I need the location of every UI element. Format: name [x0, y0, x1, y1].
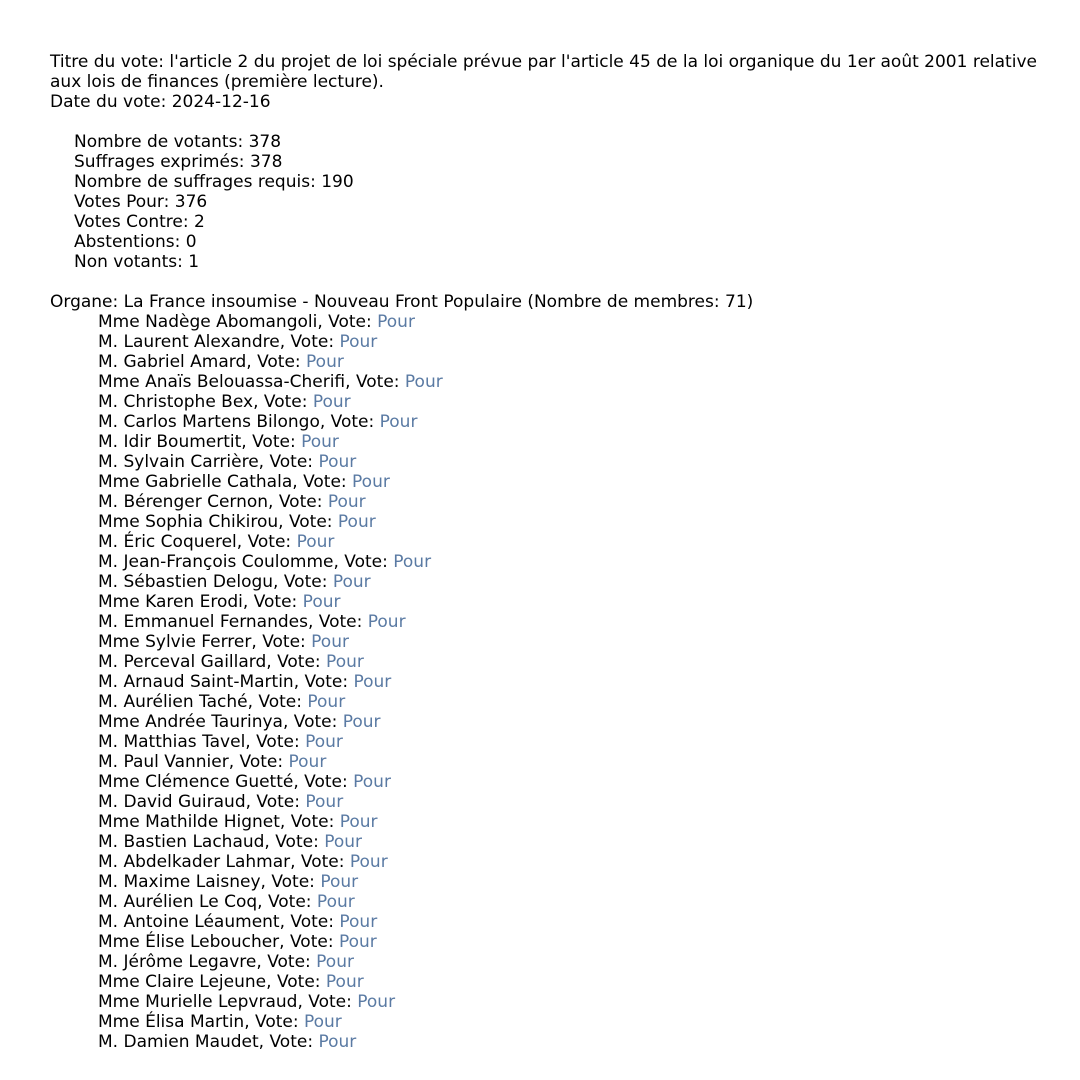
member-vote-link[interactable]: Pour	[339, 812, 378, 832]
member-row	[98, 372, 1060, 392]
member-name: M. Sylvain Carrière,	[98, 452, 265, 472]
member-vote-link[interactable]: Pour	[302, 592, 341, 612]
member-row	[98, 832, 1060, 852]
vote-label: Vote:	[269, 452, 314, 472]
vote-label: Vote:	[252, 432, 296, 452]
member-row	[98, 632, 1060, 652]
member-vote-link[interactable]: Pour	[377, 312, 415, 332]
member-vote-link[interactable]: Pour	[301, 432, 339, 452]
organe-label: Organe:	[50, 292, 119, 312]
member-name: Mme Gabrielle Cathala,	[98, 472, 298, 492]
stat-value: 0	[185, 232, 197, 252]
spacer	[50, 272, 1060, 292]
vote-label: Vote:	[330, 412, 375, 432]
member-row	[98, 932, 1060, 952]
stat-row	[74, 152, 1060, 172]
organe-name: La France insoumise - Nouveau Front Populaire	[123, 292, 522, 312]
member-vote-link[interactable]: Pour	[337, 512, 376, 532]
vote-label: Vote:	[258, 692, 302, 712]
vote-label: Vote:	[308, 992, 352, 1012]
stat-label: Abstentions:	[74, 232, 181, 252]
member-vote-link[interactable]: Pour	[338, 932, 377, 952]
member-name: M. Jérôme Legavre,	[98, 952, 262, 972]
vote-label: Vote:	[267, 892, 312, 912]
member-name: M. Damien Maudet,	[98, 1032, 265, 1052]
vote-label: Vote:	[304, 672, 349, 692]
member-row	[98, 692, 1060, 712]
stat-label: Votes Contre:	[74, 212, 189, 232]
stat-value: 378	[248, 132, 282, 152]
member-vote-link[interactable]: Pour	[352, 472, 390, 492]
member-name: Mme Clémence Guetté,	[98, 772, 299, 792]
member-name: M. Matthias Tavel,	[98, 732, 251, 752]
stat-row	[74, 252, 1060, 272]
member-vote-link[interactable]: Pour	[307, 692, 346, 712]
vote-label: Vote:	[344, 552, 388, 572]
member-row	[98, 892, 1060, 912]
vote-date	[50, 92, 1060, 112]
member-name: M. Idir Boumertit,	[98, 432, 247, 452]
vote-label: Vote:	[239, 752, 284, 772]
vote-label: Vote:	[278, 492, 323, 512]
member-vote-link[interactable]: Pour	[326, 652, 364, 672]
member-row	[98, 752, 1060, 772]
member-row	[98, 712, 1060, 732]
organe-members-count: 71)	[725, 292, 754, 312]
member-vote-link[interactable]: Pour	[316, 952, 354, 972]
member-vote-link[interactable]: Pour	[303, 1012, 342, 1032]
stat-label: Votes Pour:	[74, 192, 170, 212]
spacer	[50, 112, 1060, 132]
member-row	[98, 452, 1060, 472]
vote-label: Vote:	[255, 1012, 299, 1032]
member-name: Mme Karen Erodi,	[98, 592, 249, 612]
member-row	[98, 532, 1060, 552]
member-name: Mme Nadège Abomangoli,	[98, 312, 323, 332]
vote-label: Vote:	[253, 592, 298, 612]
stat-label: Non votants:	[74, 252, 183, 272]
vote-title	[50, 52, 1060, 92]
member-row	[98, 812, 1060, 832]
member-vote-link[interactable]: Pour	[339, 912, 378, 932]
member-vote-link[interactable]: Pour	[311, 632, 349, 652]
member-row	[98, 492, 1060, 512]
stat-value: 378	[249, 152, 283, 172]
vote-label: Vote:	[290, 912, 334, 932]
member-row	[98, 412, 1060, 432]
stat-value: 2	[194, 212, 205, 232]
vote-label: Vote:	[277, 652, 321, 672]
member-row	[98, 352, 1060, 372]
stat-label: Suffrages exprimés:	[74, 152, 245, 172]
member-name: M. Laurent Alexandre,	[98, 332, 286, 352]
member-vote-link[interactable]: Pour	[353, 672, 392, 692]
member-row	[98, 552, 1060, 572]
member-row	[98, 392, 1060, 412]
vote-document	[50, 52, 1060, 1052]
vote-title-label: Titre du vote:	[50, 52, 165, 72]
member-name: Mme Élisa Martin,	[98, 1012, 250, 1032]
member-name: Mme Sophia Chikirou,	[98, 512, 284, 532]
member-vote-link[interactable]: Pour	[367, 612, 406, 632]
member-vote-link[interactable]: Pour	[296, 532, 335, 552]
member-name: Mme Sylvie Ferrer,	[98, 632, 257, 652]
organe-members-label: (Nombre de membres:	[527, 292, 720, 312]
member-row	[98, 772, 1060, 792]
vote-label: Vote:	[256, 792, 300, 812]
vote-label: Vote:	[256, 732, 300, 752]
organe-header	[50, 292, 1060, 312]
member-name: M. Antoine Léaument,	[98, 912, 285, 932]
vote-stats	[50, 132, 1060, 272]
member-vote-link[interactable]: Pour	[305, 792, 344, 812]
member-vote-link[interactable]: Pour	[404, 372, 443, 392]
member-vote-link[interactable]: Pour	[318, 1032, 357, 1052]
stat-value: 1	[188, 252, 200, 272]
vote-label: Vote:	[275, 832, 319, 852]
member-row	[98, 332, 1060, 352]
member-name: Mme Murielle Lepvraud,	[98, 992, 303, 1012]
stat-row	[74, 172, 1060, 192]
member-row	[98, 852, 1060, 872]
vote-label: Vote:	[304, 772, 348, 792]
vote-label: Vote:	[283, 572, 328, 592]
member-row	[98, 472, 1060, 492]
members-list	[50, 312, 1060, 1052]
member-vote-link[interactable]: Pour	[332, 572, 371, 592]
vote-label: Vote:	[318, 612, 363, 632]
member-row	[98, 512, 1060, 532]
vote-label: Vote:	[267, 952, 311, 972]
member-name: M. Paul Vannier,	[98, 752, 235, 772]
member-vote-link[interactable]: Pour	[342, 712, 381, 732]
member-vote-link[interactable]: Pour	[379, 412, 418, 432]
member-vote-link[interactable]: Pour	[288, 752, 327, 772]
member-name: M. Éric Coquerel,	[98, 532, 243, 552]
member-name: Mme Andrée Taurinya,	[98, 712, 289, 732]
member-row	[98, 312, 1060, 332]
member-row	[98, 572, 1060, 592]
member-vote-link[interactable]: Pour	[353, 772, 391, 792]
member-row	[98, 952, 1060, 972]
member-name: M. Aurélien Taché,	[98, 692, 254, 712]
member-vote-link[interactable]: Pour	[312, 392, 351, 412]
member-vote-link[interactable]: Pour	[320, 872, 359, 892]
vote-date-value: 2024-12-16	[171, 92, 271, 112]
stat-value: 376	[174, 192, 208, 212]
member-row	[98, 872, 1060, 892]
member-vote-link[interactable]: Pour	[357, 992, 396, 1012]
member-name: M. Bastien Lachaud,	[98, 832, 270, 852]
member-vote-link[interactable]: Pour	[325, 972, 364, 992]
vote-label: Vote:	[328, 312, 372, 332]
stat-label: Nombre de votants:	[74, 132, 244, 152]
stat-row	[74, 232, 1060, 252]
member-vote-link[interactable]: Pour	[306, 352, 344, 372]
stat-row	[74, 192, 1060, 212]
member-name: Mme Mathilde Hignet,	[98, 812, 286, 832]
member-vote-link[interactable]: Pour	[305, 732, 343, 752]
vote-label: Vote:	[257, 352, 301, 372]
vote-label: Vote:	[288, 512, 333, 532]
member-name: Mme Élise Leboucher,	[98, 932, 285, 952]
vote-label: Vote:	[276, 972, 321, 992]
vote-label: Vote:	[303, 472, 347, 492]
member-name: M. Sébastien Delogu,	[98, 572, 279, 592]
member-vote-link[interactable]: Pour	[324, 832, 363, 852]
vote-label: Vote:	[269, 1032, 314, 1052]
vote-label: Vote:	[262, 632, 306, 652]
stat-row	[74, 212, 1060, 232]
member-name: M. Emmanuel Fernandes,	[98, 612, 314, 632]
member-name: M. Perceval Gaillard,	[98, 652, 272, 672]
member-row	[98, 592, 1060, 612]
member-row	[98, 432, 1060, 452]
member-row	[98, 612, 1060, 632]
member-vote-link[interactable]: Pour	[316, 892, 355, 912]
member-row	[98, 792, 1060, 812]
member-row	[98, 992, 1060, 1012]
member-name: M. Maxime Laisney,	[98, 872, 266, 892]
vote-label: Vote:	[300, 852, 345, 872]
member-row	[98, 672, 1060, 692]
vote-label: Vote:	[290, 332, 335, 352]
vote-title-text: l'article 2 du projet de loi spéciale prévue par l'article 45 de la loi organique du 1er août 2001 relative aux lois de finances (première lecture).	[50, 52, 1037, 92]
vote-label: Vote:	[263, 392, 308, 412]
member-name: M. Christophe Bex,	[98, 392, 259, 412]
vote-date-label: Date du vote:	[50, 92, 167, 112]
member-name: Mme Anaïs Belouassa-Cherifi,	[98, 372, 351, 392]
vote-label: Vote:	[290, 812, 335, 832]
member-vote-link[interactable]: Pour	[339, 332, 378, 352]
member-name: M. David Guiraud,	[98, 792, 252, 812]
vote-label: Vote:	[271, 872, 315, 892]
vote-label: Vote:	[247, 532, 292, 552]
vote-label: Vote:	[289, 932, 334, 952]
stat-row	[74, 132, 1060, 152]
stat-label: Nombre de suffrages requis:	[74, 172, 316, 192]
member-name: M. Bérenger Cernon,	[98, 492, 274, 512]
vote-label: Vote:	[355, 372, 400, 392]
member-row	[98, 1012, 1060, 1032]
member-row	[98, 732, 1060, 752]
member-row	[98, 1032, 1060, 1052]
member-name: M. Gabriel Amard,	[98, 352, 252, 372]
member-vote-link[interactable]: Pour	[318, 452, 357, 472]
member-vote-link[interactable]: Pour	[393, 552, 432, 572]
member-vote-link[interactable]: Pour	[327, 492, 366, 512]
member-name: M. Arnaud Saint-Martin,	[98, 672, 300, 692]
member-name: M. Aurélien Le Coq,	[98, 892, 263, 912]
member-row	[98, 652, 1060, 672]
vote-label: Vote:	[293, 712, 338, 732]
member-row	[98, 972, 1060, 992]
member-name: M. Carlos Martens Bilongo,	[98, 412, 326, 432]
member-name: Mme Claire Lejeune,	[98, 972, 272, 992]
stat-value: 190	[321, 172, 354, 192]
member-row	[98, 912, 1060, 932]
member-vote-link[interactable]: Pour	[349, 852, 388, 872]
member-name: M. Jean-François Coulomme,	[98, 552, 339, 572]
member-name: M. Abdelkader Lahmar,	[98, 852, 296, 872]
